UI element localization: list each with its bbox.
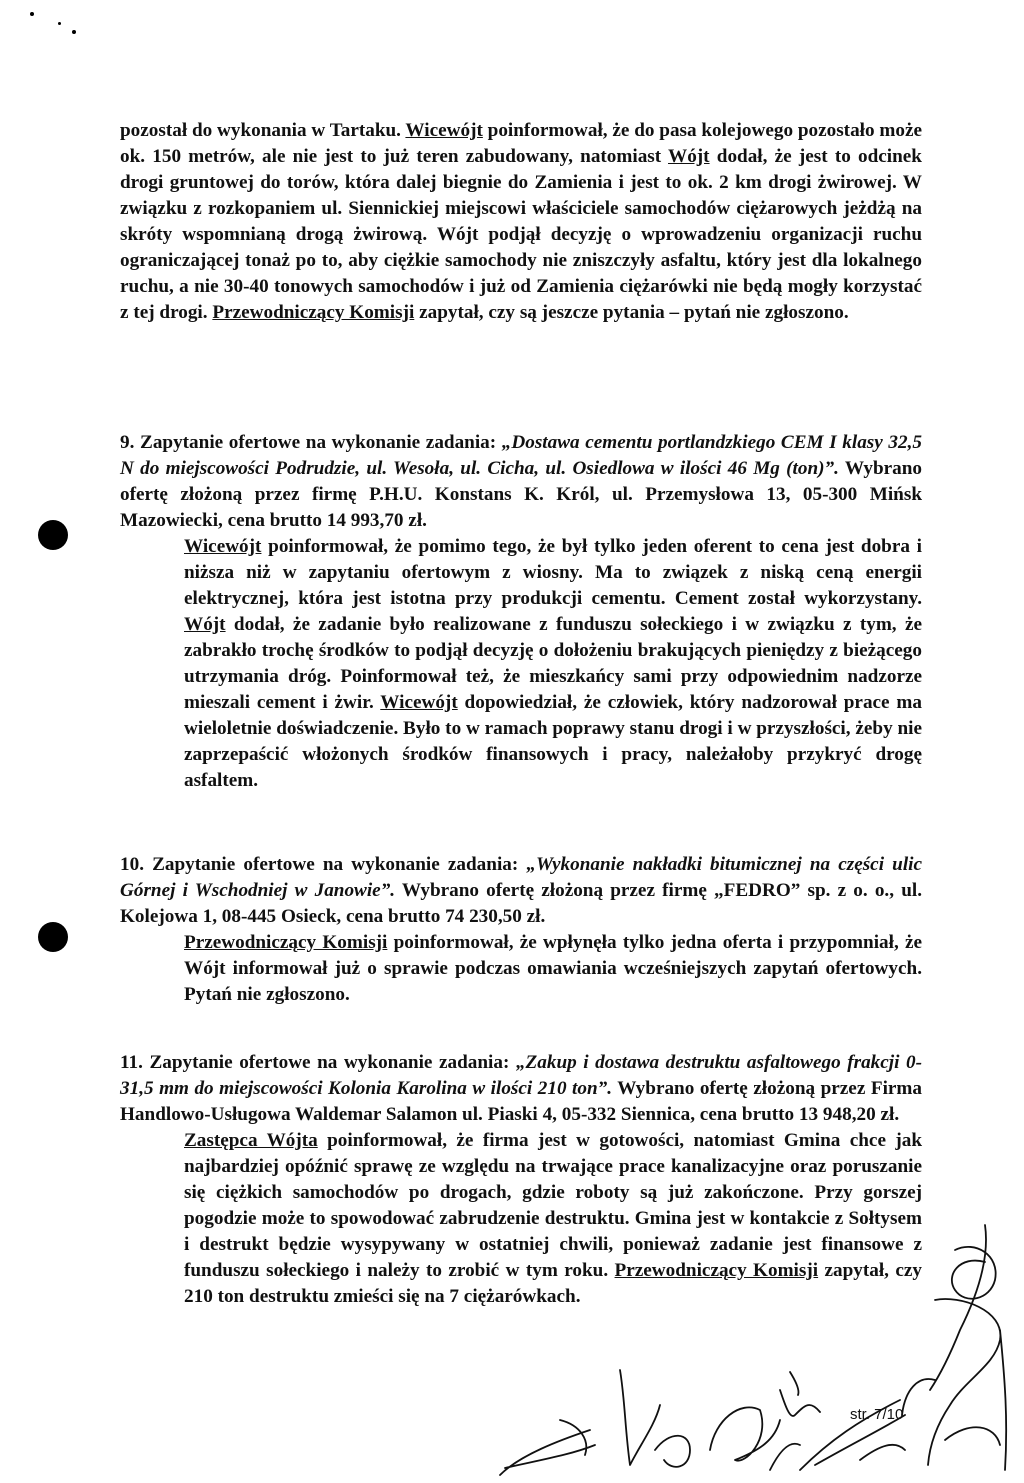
page-number: str. 7/10 [850,1406,904,1423]
zastepca-wojta-label: Zastępca Wójta [184,1130,318,1151]
przewodniczacy-label: Przewodniczący Komisji [212,302,415,323]
initials-signature-1 [500,1420,595,1475]
margin-signature [928,1225,1006,1470]
initials-signature-2 [620,1370,690,1467]
item-9-heading: 9. Zapytanie ofertowe na wykonanie zadania: „Dostawa cementu portlandzkiego CEM I klasy 32,5 N do miejscowości Podrudzie, ul. Wesoła, ul. Cicha, ul. Osiedlowa w ilości 46 Mg (ton)”. Wybrano ofertę złożoną przez firmę P.H.U. Konstans K. Król, ul. Przemysłowa 13, 05-300 Mińsk Mazowiecki, cena brutto 14 993,70 zł. [120,432,922,531]
item-10-title: „Wykonanie nakładki bitumicznej na części ulic Górnej i Wschodniej w Janowie”. [120,854,923,901]
initials-signature-4 [800,1400,905,1470]
przewodniczacy-label: Przewodniczący Komisji [614,1260,819,1281]
przewodniczacy-label: Przewodniczący Komisji [184,932,388,953]
wojt-label: Wójt [668,146,710,167]
item-9-discussion: Wicewójt poinformował, że pomimo tego, że był tylko jeden oferent to cena jest dobra i niższa niż w zapytaniu ofertowym z wiosny. Ma to związek z niską ceną energii elektrycznej, która jest istotna przy produkcji cementu. Cement został wykorzystany. Wójt dodał, że zadanie było realizowane z funduszu sołeckiego i w związku z tym, że zabrakło trochę środków to podjął decyzję o dołożeniu brakujących pieniędzy z bieżącego utrzymania dróg. Poinformował też, że mieszkańcy sami przy odpowiednim nadzorze mieszali cement i żwir. Wicewójt dopowiedział, że człowiek, który nadzorował prace ma wieloletnie doświadczenie. Było to w ramach poprawy stanu drogi i w przyszłości, żeby nie zaprzepaścić włożonych środków finansowych i pracy, należałoby przykryć drogę asfaltem. [184,536,922,791]
wicewojt-label: Wicewójt [184,536,262,557]
item-10-discussion: Przewodniczący Komisji poinformował, że wpłynęła tylko jedna oferta i przypomniał, że Wójt informował już o sprawie podczas omawiania wcześniejszych zapytań ofertowych. Pytań nie zgłoszono. [184,932,923,1005]
item-9-title: „Dostawa cementu portlandzkiego CEM I klasy 32,5 N do miejscowości Podrudzie, ul. Wesoła, ul. Cicha, ul. Osiedlowa w ilości 46 Mg (ton)”. [120,432,922,479]
signature-hook [902,1379,935,1415]
wicewojt-label: Wicewójt [405,120,483,141]
item-11-discussion: Zastępca Wójta poinformował, że firma jest w gotowości, natomiast Gmina chce jak najbardziej opóźnić sprawę ze względu na trwające prace kanalizacyjne oraz poruszanie się ciężkich samochodów po drogach, gdzie roboty są już zakończone. Przy gorszej pogodzie może to spowodować zabrudzenie destruktu. Gmina jest w kontakcie z Sołtysem i destrukt będzie wysypywany w ostatniej chwili, ponieważ zadanie jest finansowe z funduszu sołeckiego i należy to zrobić w tym roku. Przewodniczący Komisji zapytał, czy 210 ton destruktu zmieści się na 7 ciężarówkach. [184,1130,923,1307]
wojt-label: Wójt [184,614,226,635]
paragraph-text: pozostał do wykonania w Tartaku. Wicewójt poinformował, że do pasa kolejowego pozostało może ok. 150 metrów, ale nie jest to już teren zabudowany, natomiast Wójt dodał, że jest to odcinek drogi gruntowej do torów, która dalej biegnie do Zamienia i jest to ok. 2 km drogi żwirowej. W związku z rozkopaniem ul. Siennickiej miejscowi właściciele samochodów ciężarowych jeżdżą na skróty wspomnianą drogą żwirową. Wójt podjął decyzję o wprowadzeniu organizacji ruchu ograniczającej tonaż po to, aby ciężkie samochody nie zniszczyły asfaltu, który jest dla lokalnego ruchu, a nie 30-40 tonowych samochodów i już od Zamienia ciężarówki nie będą mogły korzystać z tej drogi. Przewodniczący Komisji zapytał, czy są jeszcze pytania – pytań nie zgłoszono. [120,120,922,323]
initials-near-page-number [780,1372,820,1416]
item-10-heading: 10. Zapytanie ofertowe na wykonanie zadania: „Wykonanie nakładki bitumicznej na części ulic Górnej i Wschodniej w Janowie”. Wybrano ofertę złożoną przez firmę „FEDRO” sp. z o. o., ul. Kolejowa 1, 08-445 Osieck, cena brutto 74 230,50 zł. [120,854,923,927]
item-11-heading: 11. Zapytanie ofertowe na wykonanie zadania: „Zakup i dostawa destruktu asfaltowego frakcji 0-31,5 mm do miejscowości Kolonia Karolina w ilości 210 ton”. Wybrano ofertę złożoną przez Firma Handlowo-Usługowa Waldemar Salamon ul. Piaski 4, 05-332 Siennica, cena brutto 13 948,20 zł. [120,1052,922,1125]
initials-signature-3 [710,1407,800,1470]
item-11-title: „Zakup i dostawa destruktu asfaltowego frakcji 0-31,5 mm do miejscowości Kolonia Karolina w ilości 210 ton”. [120,1052,922,1099]
wicewojt-label: Wicewójt [380,692,458,713]
